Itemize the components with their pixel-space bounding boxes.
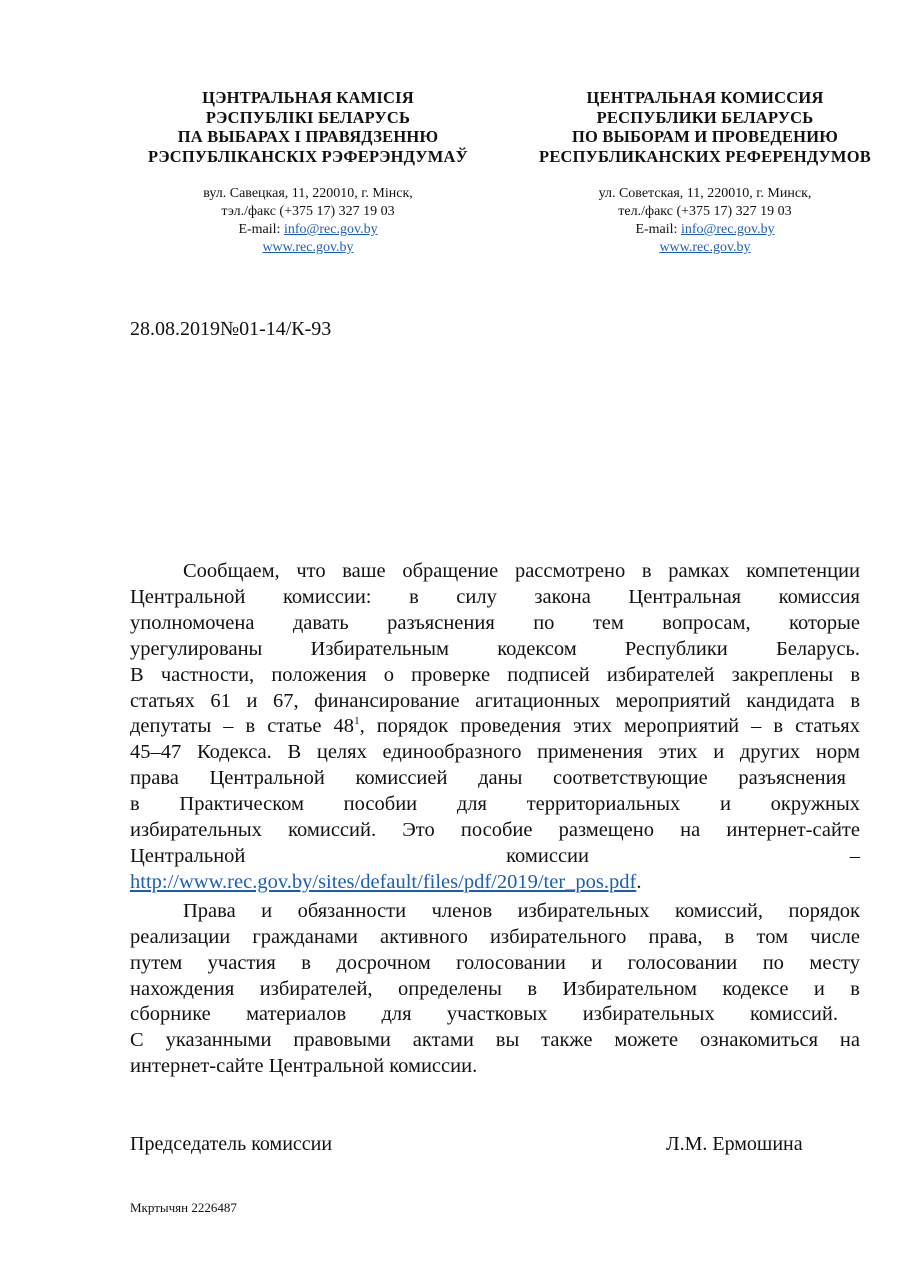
- letter-body: [130, 559, 860, 1080]
- org-title-line: ПА ВЫБАРАХ І ПРАВЯДЗЕННЮ: [177, 127, 439, 146]
- website-link[interactable]: www.rec.gov.by: [659, 240, 751, 255]
- body-text: .: [636, 870, 642, 893]
- body-line: Сообщаем, что ваше обращение рассмотрено в рамках компетенции: [183, 560, 860, 582]
- body-line: Центральной комиссии –: [130, 844, 860, 867]
- phone: тел./факс (+375 17) 327 19 03: [618, 204, 792, 219]
- body-line: интернет-сайте Центральной комиссии.: [130, 1055, 478, 1078]
- org-title-line: РЕСПУБЛИКАНСКИХ РЕФЕРЕНДУМОВ: [539, 146, 871, 166]
- body-text: депутаты – в статье 48: [130, 715, 355, 738]
- email-link[interactable]: info@rec.gov.by: [680, 222, 775, 237]
- body-line: Центральной комиссии: в силу закона Центральная комиссия: [130, 585, 860, 608]
- body-line: [130, 714, 860, 740]
- body-line: статьях 61 и 67, финансирование агитационных мероприятий кандидата в: [130, 689, 860, 712]
- body-line: С указанными правовыми актами вы также можете ознакомиться на: [130, 1029, 860, 1052]
- body-line: [130, 870, 860, 896]
- body-line: уполномочена давать разъяснения по тем вопросам, которые: [130, 611, 860, 634]
- org-title-line: РЭСПУБЛІКАНСКІХ РЭФЕРЭНДУМАЎ: [148, 146, 468, 166]
- body-text: , порядок проведения этих мероприятий – в статьях: [359, 715, 860, 738]
- signatory-name: Л.М. Ермошина: [666, 1133, 803, 1155]
- address: ул. Советская, 11, 220010, г. Минск,: [598, 186, 812, 201]
- body-line: избирательных комиссий. Это пособие размещено на интернет-сайте: [130, 819, 860, 842]
- executor-note: Мкртычян 2226487: [130, 1200, 237, 1215]
- body-line: Права и обязанности членов избирательных комиссий, порядок: [183, 899, 860, 922]
- org-title-line: ПО ВЫБОРАМ И ПРОВЕДЕНИЮ: [571, 127, 839, 146]
- email-label: E-mail:: [635, 222, 681, 237]
- body-line: нахождения избирателей, определены в Избирательном кодексе и в: [130, 977, 860, 1000]
- document-reference: 28.08.2019№01-14/К-93: [130, 318, 332, 340]
- address: вул. Савецкая, 11, 220010, г. Мінск,: [203, 186, 413, 201]
- body-line: 45–47 Кодекса. В целях единообразного применения этих и других норм: [130, 741, 860, 764]
- email-label: E-mail:: [238, 222, 284, 237]
- body-line: права Центральной комиссией даны соответствующие разъяснения: [130, 767, 846, 790]
- header-belarusian: [118, 88, 498, 257]
- org-title-line: ЦЭНТРАЛЬНАЯ КАМІСІЯ: [202, 88, 414, 107]
- body-line: В частности, положения о проверке подписей избирателей закреплены в: [130, 663, 860, 686]
- phone: тэл./факс (+375 17) 327 19 03: [221, 204, 395, 219]
- manual-pdf-link[interactable]: http://www.rec.gov.by/sites/default/files/pdf/2019/ter_pos.pdf: [130, 870, 637, 893]
- superscript: 1: [354, 715, 360, 728]
- website-link[interactable]: www.rec.gov.by: [262, 240, 354, 255]
- org-title-line: РЕСПУБЛИКИ БЕЛАРУСЬ: [596, 107, 814, 127]
- body-line: сборнике материалов для участковых избирательных комиссий.: [130, 1003, 838, 1026]
- org-title-line: ЦЕНТРАЛЬНАЯ КОМИССИЯ: [586, 88, 824, 107]
- org-title-line: РЭСПУБЛІКІ БЕЛАРУСЬ: [205, 107, 411, 127]
- email-link[interactable]: info@rec.gov.by: [283, 222, 378, 237]
- signatory-position: Председатель комиссии: [130, 1133, 333, 1155]
- body-line: реализации гражданами активного избирательного права, в том числе: [130, 925, 860, 948]
- body-line: путем участия в досрочном голосовании и голосовании по месту: [130, 951, 860, 974]
- body-line: в Практическом пособии для территориальных и окружных: [130, 793, 860, 816]
- header-russian: [515, 88, 895, 257]
- body-line: урегулированы Избирательным кодексом Республики Беларусь.: [130, 637, 860, 660]
